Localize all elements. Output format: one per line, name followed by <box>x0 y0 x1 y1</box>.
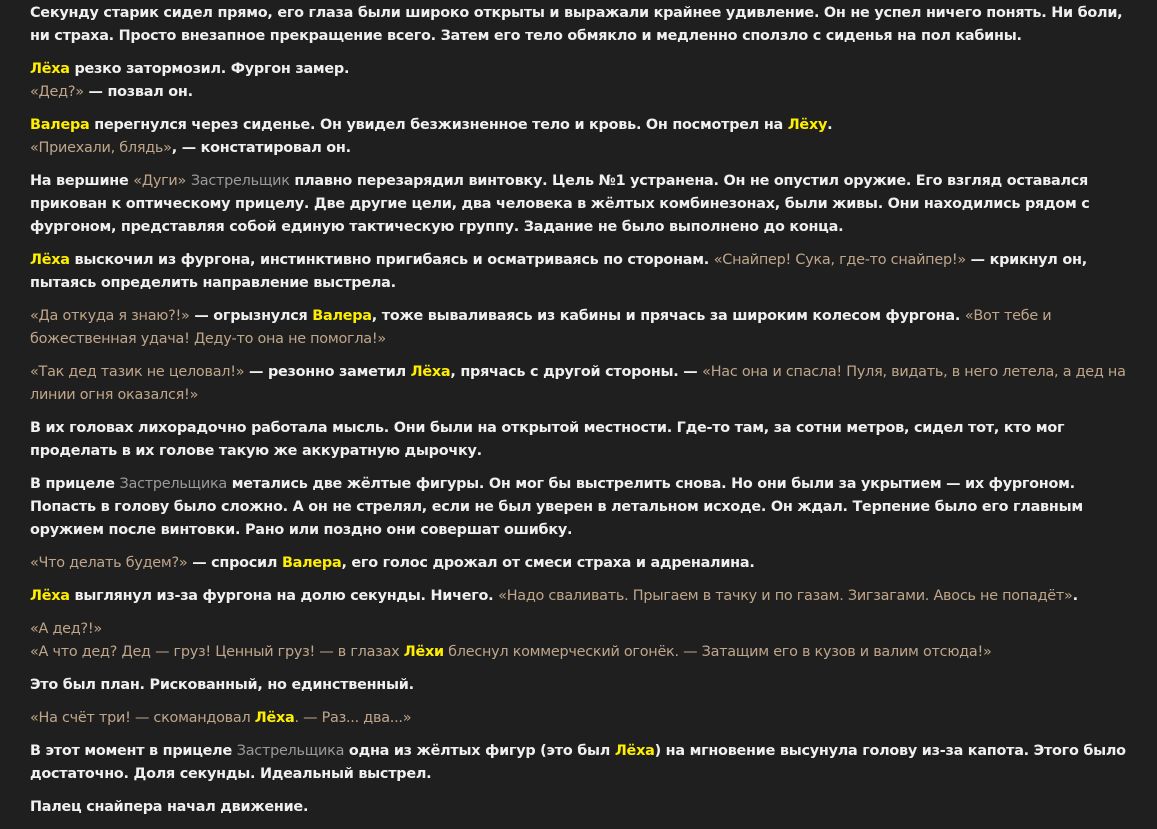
sniper-name: Застрельщика <box>119 476 227 492</box>
story-paragraph <box>30 2 1127 48</box>
character-name: Лёха <box>30 61 70 77</box>
narration-text: , прячась с другой стороны. — <box>450 364 703 380</box>
story-paragraph <box>30 641 1127 664</box>
narration-text: В прицеле <box>30 476 120 492</box>
dialogue-quote: «А дед?!» <box>30 621 102 637</box>
character-name: Валера <box>281 555 342 571</box>
narration-text: плавно перезарядил винтовку. Цель №1 устранена. Он не опустил оружие. Его взгляд оставался прикован к оптическому прицелу. Две другие цели, два человека в жёлтых комбинезонах, были живы. Они находились рядом с фургоном, представляя собой единую тактическую группу. Задание не было выполнено до конца. <box>30 173 1090 235</box>
dialogue-quote: «Снайпер! Сука, где-то снайпер!» <box>713 252 966 268</box>
narration-text: — спросил <box>187 555 282 571</box>
narration-text: — огрызнулся <box>189 308 313 324</box>
narration-text: ) на мгновение высунула голову из-за капота. Этого было достаточно. Доля секунды. Идеальный выстрел. <box>30 743 1126 782</box>
narration-text: Секунду старик сидел прямо, его глаза были широко открыты и выражали крайнее удивление. Он не успел ничего понять. Ни боли, ни страха. Просто внезапное прекращение всего. Затем его тело обмякло и медленно сползло с сиденья на пол кабины. <box>30 5 1123 44</box>
story-paragraph <box>30 707 1127 730</box>
character-name: Лёхи <box>403 644 444 660</box>
character-name: Лёху <box>787 117 828 133</box>
narration-text: — крикнул он, пытаясь определить направление выстрела. <box>30 252 1087 291</box>
story-paragraph <box>30 170 1127 239</box>
narration-text: В их головах лихорадочно работала мысль. Они были на открытой местности. Где-то там, за сотни метров, сидел тот, кто мог проделать в их голове такую же аккуратную дырочку. <box>30 420 1065 459</box>
character-name: Лёха <box>30 252 70 268</box>
story-paragraph <box>30 81 1127 104</box>
character-name: Лёха <box>254 710 295 726</box>
sniper-name: Застрельщик <box>190 173 290 189</box>
narration-text: метались две жёлтые фигуры. Он мог бы выстрелить снова. Но они были за укрытием — их фургоном. Попасть в голову было сложно. А он не стрелял, если не был уверен в летальном исходе. Он ждал. Терпение было его главным оружием после винтовки. Рано или поздно они совершат ошибку. <box>30 476 1083 538</box>
dialogue-quote: «Надо сваливать. Прыгаем в тачку и по газам. Зигзагами. Авось не попадёт» <box>498 588 1073 604</box>
story-paragraph <box>30 552 1127 575</box>
dialogue-quote: «Приехали, блядь» <box>30 140 172 156</box>
narration-text: — резонно заметил <box>244 364 411 380</box>
story-paragraph <box>30 114 1127 137</box>
dialogue-quote: . — Раз... два...» <box>294 710 412 726</box>
narration-text: резко затормозил. Фургон замер. <box>69 61 350 77</box>
story-paragraph <box>30 305 1127 351</box>
character-name: Лёха <box>410 364 451 380</box>
dialogue-quote: «Да откуда я знаю?!» <box>30 308 190 324</box>
story-paragraph <box>30 361 1127 407</box>
narration-text: выскочил из фургона, инстинктивно пригибаясь и осматриваясь по сторонам. <box>69 252 714 268</box>
story-paragraph <box>30 137 1127 160</box>
narration-text: На вершине <box>30 173 134 189</box>
story-paragraph <box>30 740 1127 786</box>
narration-text: выглянул из-за фургона на долю секунды. Ничего. <box>69 588 499 604</box>
narration-text: . <box>827 117 833 133</box>
sniper-name: Застрельщика <box>236 743 345 759</box>
dialogue-quote: «А что дед? Дед — груз! Ценный груз! — в глазах <box>30 644 404 660</box>
dialogue-quote: блеснул коммерческий огонёк. — Затащим его в кузов и валим отсюда!» <box>443 644 992 660</box>
dialogue-quote: «Дед?» <box>30 84 84 100</box>
dialogue-quote: «Нас она и спасла! Пуля, видать, в него летела, а дед на линии огня оказался!» <box>30 364 1126 403</box>
story-paragraph <box>30 618 1127 641</box>
narration-text: В этот момент в прицеле <box>30 743 237 759</box>
narration-text: Это был план. Рискованный, но единственный. <box>30 677 414 693</box>
story-paragraph <box>30 417 1127 463</box>
story-paragraph <box>30 674 1127 697</box>
story-paragraph <box>30 585 1127 608</box>
story-paragraph <box>30 249 1127 295</box>
story-paragraph <box>30 473 1127 542</box>
character-name: Лёха <box>30 588 70 604</box>
dialogue-quote: «Вот тебе и божественная удача! Деду-то она не помогла!» <box>30 308 1052 347</box>
narration-text: , — констатировал он. <box>171 140 351 156</box>
dialogue-quote: «Дуги» <box>133 173 187 189</box>
narration-text: , тоже вываливаясь из кабины и прячась за широким колесом фургона. <box>371 308 965 324</box>
character-name: Валера <box>30 117 90 133</box>
dialogue-quote: «Так дед тазик не целовал!» <box>30 364 245 380</box>
story-paragraph <box>30 796 1127 819</box>
narration-text: перегнулся через сиденье. Он увидел безжизненное тело и кровь. Он посмотрел на <box>89 117 788 133</box>
character-name: Лёха <box>614 743 655 759</box>
narration-text: , его голос дрожал от смеси страха и адреналина. <box>341 555 755 571</box>
character-name: Валера <box>312 308 372 324</box>
narration-text: — позвал он. <box>83 84 193 100</box>
narration-text: Палец снайпера начал движение. <box>30 799 309 815</box>
narration-text: . <box>1072 588 1078 604</box>
narration-text: одна из жёлтых фигур (это был <box>344 743 615 759</box>
story-paragraph <box>30 58 1127 81</box>
dialogue-quote: «Что делать будем?» <box>30 555 188 571</box>
dialogue-quote: «На счёт три! — скомандовал <box>30 710 255 726</box>
